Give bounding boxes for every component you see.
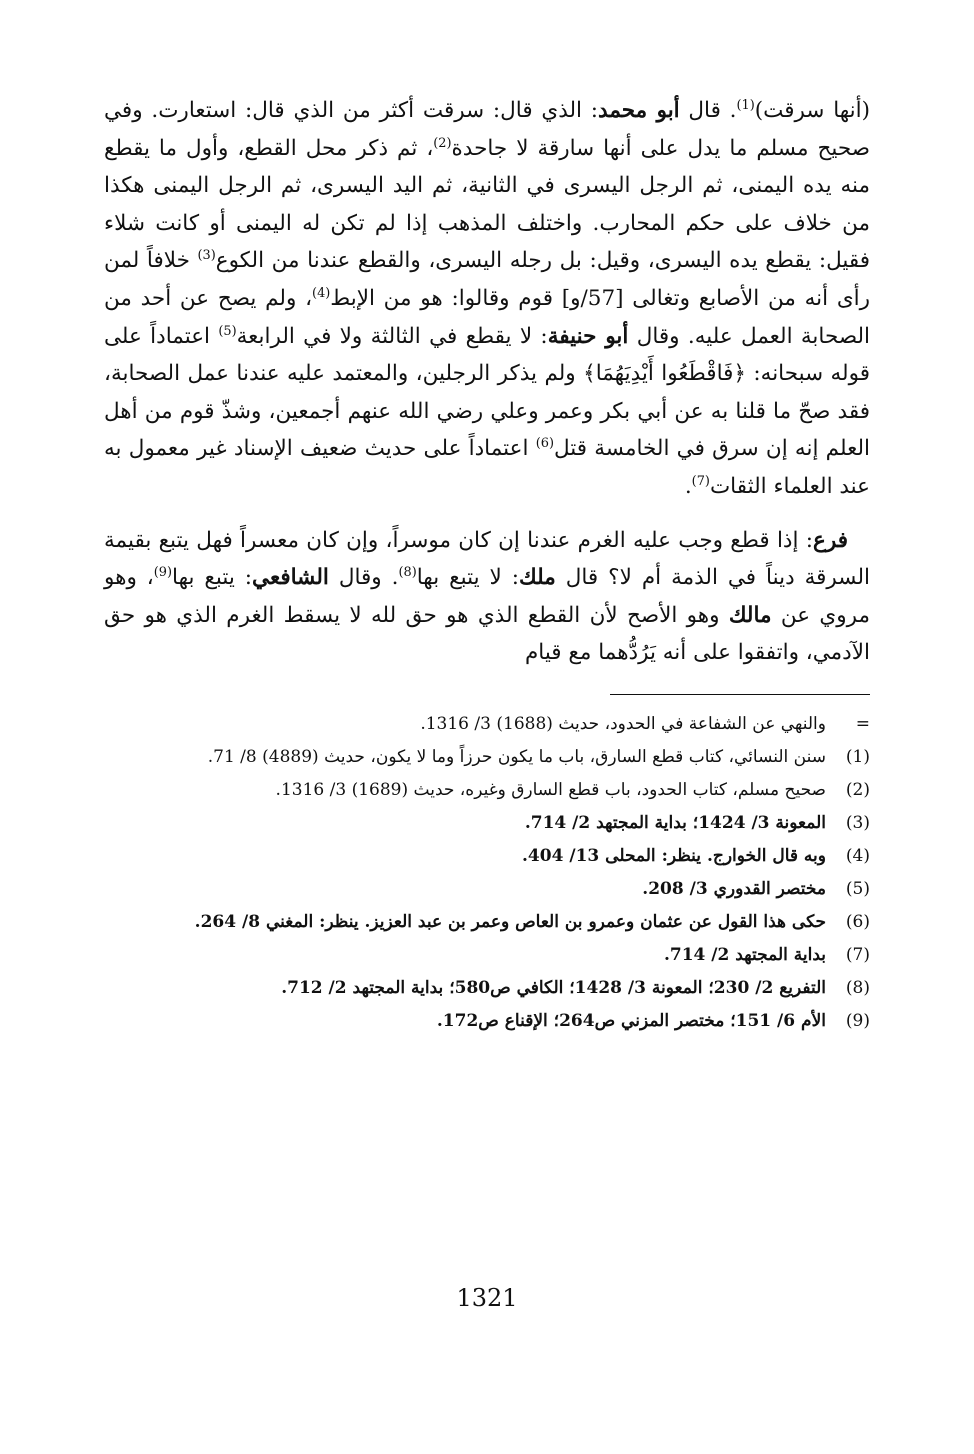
text-run: اعتماداً على قوله سبحانه: ﴿فَاقْطَعُوا أَيْدِيَهُمَا﴾ ولم يذكر الرجلين، والمعتمد عليه عندنا عمل الصحابة، فقد صحّ ما قلنا به عن أبي بكر وعمر وعلي رضي الله عنهم أجمعين، وشذّ قوم من أهل العلم إنه إن سرق في الخامسة قتل [104,323,870,462]
footnote-text: وبه قال الخوارج. ينظر: المحلى 13/ 404. [522,845,826,866]
footnotes [104,709,870,1037]
text-run: : إذا قطع وجب عليه الغرم عندنا إن كان موسراً، وإن كان معسراً فهل يتبع بقيمة السرقة ديناً في الذمة أم لا؟ قال [104,527,870,591]
text-run: خلافاً لمن رأى أنه من الأصابع وتغالى [57/و] قوم وقالوا: هو من الإبط [104,248,871,311]
footnote-ref-5: (5) [218,323,237,339]
text-run: . قال [679,98,737,123]
footnote-number: (3) [845,812,870,833]
footnote-number: (9) [845,1010,870,1031]
text-run: : لا يقطع في الثالثة ولا في الرابعة [236,323,548,349]
footnote-4 [104,841,870,872]
footnote-text: المعونة 3/ 1424؛ بداية المجتهد 2/ 714. [524,812,826,833]
footnote-number: (6) [845,911,870,932]
footnote-9 [104,1006,870,1037]
footnote-number: (2) [845,779,870,800]
footnote-2 [104,775,870,806]
text-run: . [684,473,692,499]
footnote-ref-9: (9) [153,564,173,580]
footnote-text: بداية المجتهد 2/ 714. [663,944,826,965]
footnote-number: = [855,713,870,734]
footnote-number: (7) [845,944,870,965]
scholar-name: ملك [519,565,556,591]
footnote-text: حكى هذا القول عن عثمان وعمرو بن العاص وعمر بن عبد العزيز. ينظر: المغني 8/ 264. [194,911,826,932]
footnote-text: التفريع 2/ 230؛ المعونة 3/ 1428؛ الكافي ص580؛ بداية المجتهد 2/ 712. [281,977,826,998]
text-run: ، ثم ذكر محل القطع، وأول ما يقطع منه يده اليمنى، ثم الرجل اليسرى في الثانية، ثم اليد اليسرى، ثم الرجل اليمنى هكذا من خلاف على حكم المحارب. واختلف المذهب إذا لم تكن له اليمنى أو كانت شلاء فقيل: يقطع يده اليسرى، وقيل: بل رجله اليسرى، والقطع عندنا من الكوع [104,135,871,274]
scholar-name: الشافعي [252,565,329,591]
footnote-number: (1) [845,746,870,767]
footnote-ref-6: (6) [535,436,554,452]
text-run: وهو الأصح لأن القطع الذي هو حق لله لا يسقط الغرم الذي هو حق الآدمي، واتفقوا على أنه يَرُدُّهما مع قيام [104,602,870,666]
section-label: فرع [813,527,848,553]
paragraph-2 [104,522,870,672]
footnote-ref-3: (3) [197,248,216,264]
book-page [104,92,870,1432]
footnote-number: (4) [845,845,870,866]
footnote-text: والنهي عن الشفاعة في الحدود، حديث (1688) 3/ 1316. [420,713,826,734]
page-number: 1321 [456,1284,518,1312]
text-run: : يتبع بها [172,565,253,591]
text-run: ، وهو مروي عن [104,565,870,628]
footnote-continuation [104,709,870,740]
footnote-3 [104,808,870,839]
text-run: (أنها سرقت) [754,98,871,123]
footnote-number: (8) [845,977,870,998]
footnote-ref-8: (8) [398,564,417,580]
footnote-5 [104,874,870,905]
footnote-ref-4: (4) [312,285,331,301]
main-text [104,92,870,672]
footnote-7 [104,940,870,971]
text-run: . وقال [328,565,399,591]
footnote-6 [104,907,870,938]
footnote-text: الأم 6/ 151؛ مختصر المزني ص264؛ الإقناع ص172. [436,1010,826,1031]
text-run: اعتماداً على حديث ضعيف الإسناد غير معمول به عند العلماء الثقات [104,436,870,499]
scholar-name: أبو محمد [598,98,680,123]
footnote-ref-1: (1) [736,97,755,113]
scholar-name: مالك [728,602,772,628]
footnote-1 [104,742,870,773]
footnote-number: (5) [845,878,870,899]
text-run: : لا يتبع بها [416,565,520,591]
footnote-8 [104,973,870,1004]
footnote-ref-2: (2) [433,135,452,151]
text-run: ، ولم يصح عن أحد من الصحابة العمل عليه. وقال [104,285,871,349]
footnote-text: صحيح مسلم، كتاب الحدود، باب قطع السارق وغيره، حديث (1689) 3/ 1316. [275,779,826,800]
footnote-text: سنن النسائي، كتاب قطع السارق، باب ما يكون حرزاً وما لا يكون، حديث (4889) 8/ 71. [207,746,826,767]
paragraph-1 [104,92,870,506]
text-run: : الذي قال: سرقت أكثر من الذي قال: استعارت. وفي صحيح مسلم ما يدل على أنها سارقة لا جاحدة [104,98,870,161]
footnote-text: مختصر القدوري 3/ 208. [642,878,826,899]
scholar-name: أبو حنيفة [547,323,629,349]
footnote-ref-7: (7) [691,473,710,489]
footnote-divider [610,694,870,695]
